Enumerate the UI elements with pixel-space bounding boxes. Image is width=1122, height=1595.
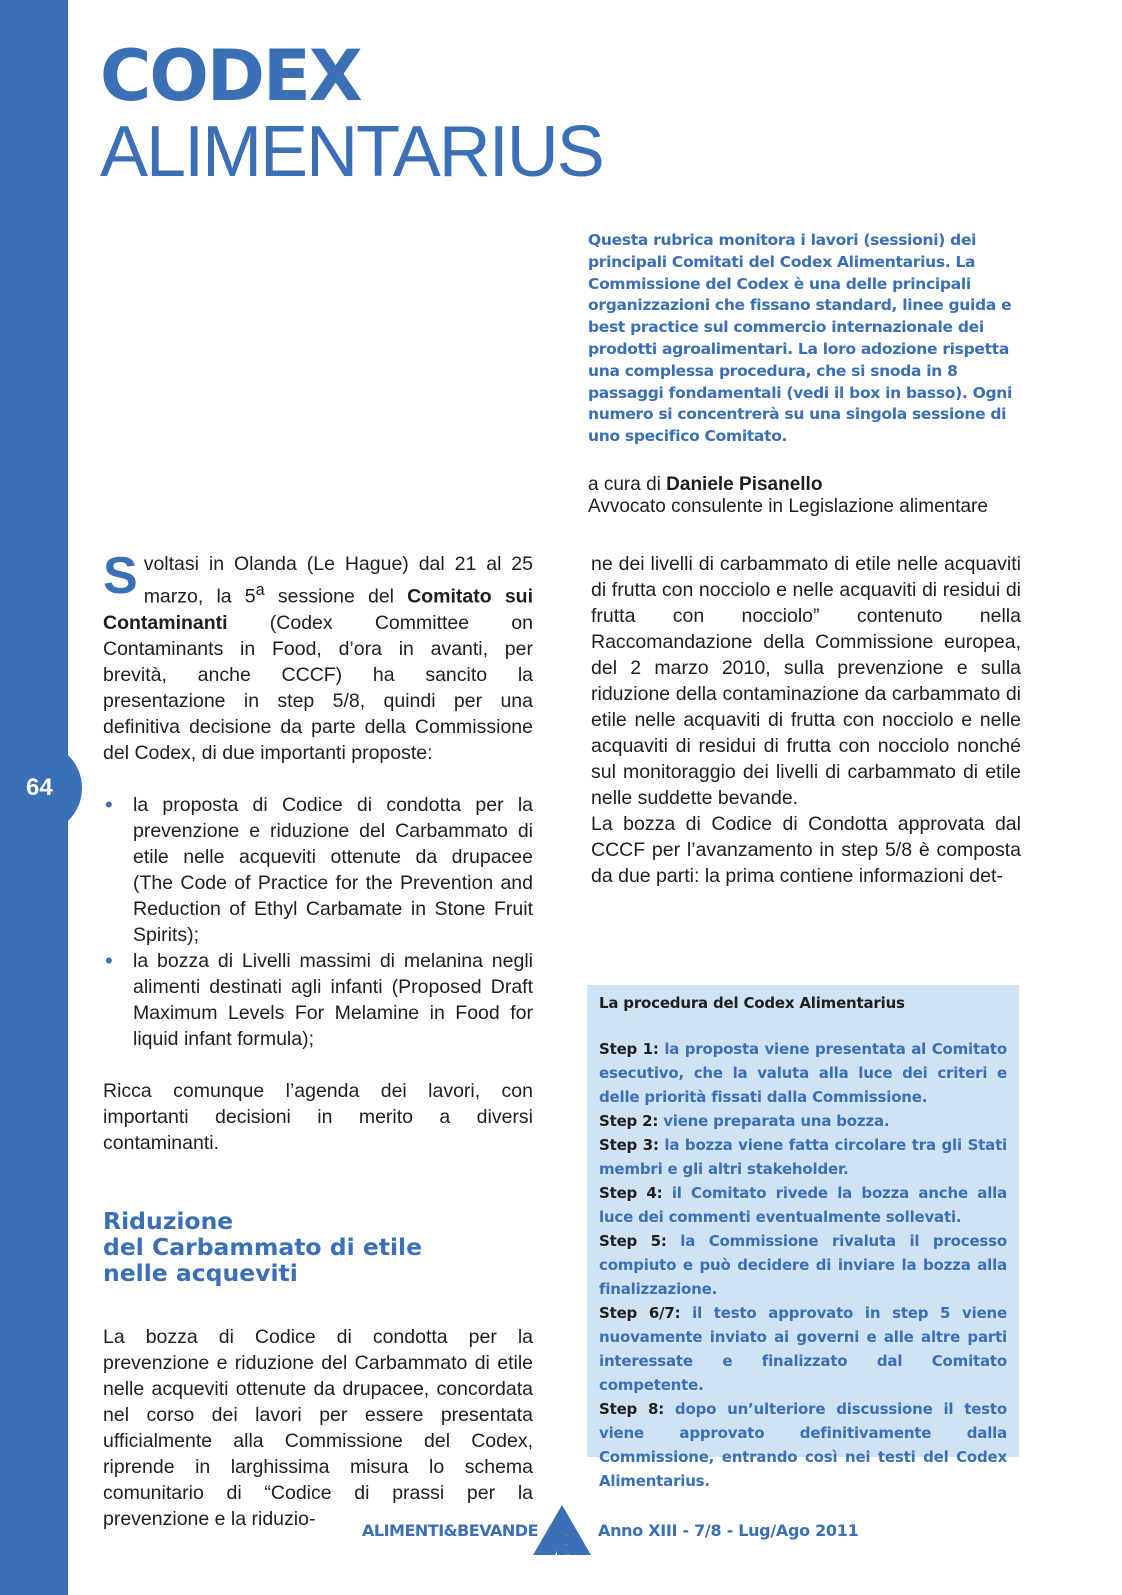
step-label: Step 1:: [599, 1040, 659, 1058]
step-label: Step 2:: [599, 1112, 659, 1130]
step-text: il Comitato rivede la bozza anche alla luce dei commenti eventualmente sollevati.: [599, 1184, 1007, 1226]
drop-cap: S: [103, 547, 138, 605]
title-alimentarius: ALIMENTARIUS: [100, 112, 603, 192]
step-text: la bozza viene fatta circolare tra gli Stati membri e gli altri stakeholder.: [599, 1136, 1007, 1178]
step-label: Step 3:: [599, 1136, 659, 1154]
codex-procedure-box: [587, 985, 1019, 1490]
intro-abstract: Questa rubrica monitora i lavori (sessioni) dei principali Comitati del Codex Alimentarius. La Commissione del Codex è una delle principali organizzazioni che fissano standard, linee guida e best practice sul commercio internazionale dei prodotti agroalimentari. La loro adozione rispetta una complessa procedura, che si snoda in 8 passaggi fondamentali (vedi il box in basso). Ogni numero si concentrerà su una singola sessione di uno specifico Comitato.: [588, 231, 1012, 446]
step-item: [599, 1037, 1007, 1109]
step-text: la Commissione rivaluta il processo compiuto e può decidere di inviare la bozza alla finalizzazione.: [599, 1232, 1007, 1298]
step-item: [599, 1109, 1007, 1133]
proposal-list: [103, 792, 533, 1052]
byline: [588, 474, 1048, 518]
article-paragraph-4: ne dei livelli di carbammato di etile nelle acquaviti di frutta con nocciolo e nelle acquaviti di residui di frutta con nocciolo” contenuto nella Raccomandazione della Commissione europea, del 2 marzo 2010, sulla prevenzione e sulla riduzione della contaminazione da carbammato di etile nelle acquaviti di frutta con nocciolo e nelle acquaviti di residui di frutta con nocciolo nonché sul monitoraggio dei livelli di carbammato di etile nelle suddette bevande.: [591, 553, 1021, 809]
section-title-line: nelle acqueviti: [103, 1258, 298, 1287]
step-text: dopo un’ulteriore discussione il testo viene approvato definitivamente dalla Commissione, entrando così nei testi del Codex Alimentarius.: [599, 1400, 1007, 1490]
article-column-left: [103, 547, 534, 1532]
page-number: 64: [26, 774, 53, 801]
step-text: viene preparata una bozza.: [663, 1112, 890, 1130]
article-paragraph-5: La bozza di Codice di Condotta approvata dal CCCF per l’avanzamento in step 5/8 è composta da due parti: la prima contiene informazioni det-: [591, 813, 1021, 887]
step-text: la proposta viene presentata al Comitato esecutivo, che la valuta alla luce dei criteri e delle priorità fissati dalla Commissione.: [599, 1040, 1007, 1106]
article-paragraph-1: [103, 547, 534, 766]
paragraph-text: sessione del: [264, 585, 408, 608]
paragraph-text: (Codex Committee on Contaminants in Food, d’ora in avanti, per brevità, anche CCCF) ha sancito la presentazione in step 5/8, quindi per una definitiva decisione da parte della Commissione del Codex, di due importanti proposte:: [103, 611, 533, 764]
paragraph-text: voltasi in Olanda (Le Hague) dal 21 al 25 marzo, la 5: [143, 553, 533, 608]
step-item: [599, 1301, 1007, 1397]
step-item: [599, 1181, 1007, 1229]
step-label: Step 4:: [599, 1184, 663, 1202]
issue-info: Anno XIII - 7/8 - Lug/Ago 2011: [598, 1521, 859, 1540]
list-item: • la proposta di Codice di condotta per la prevenzione e riduzione del Carbammato di etile nelle acqueviti ottenute da drupacee (The Code of Practice for the Prevention and Reduction of Ethyl Carbamate in Stone Fruit Spirits);: [103, 792, 533, 948]
title-codex: CODEX: [100, 35, 361, 117]
list-item: • la bozza di Livelli massimi di melanina negli alimenti destinati agli infanti (Proposed Draft Maximum Levels For Melamine in Food for liquid infant formula);: [103, 948, 533, 1052]
step-label: Step 5:: [599, 1232, 667, 1250]
superscript: a: [255, 581, 265, 599]
step-label: Step 8:: [599, 1400, 665, 1418]
section-title-line: Riduzione: [103, 1206, 234, 1235]
step-item: [599, 1397, 1007, 1493]
article-paragraph-2: Ricca comunque l’agenda dei lavori, con importanti decisioni in merito a diversi contaminanti.: [103, 1079, 533, 1154]
section-title-line: del Carbammato di etile: [103, 1232, 423, 1261]
page-number-tab: [0, 742, 82, 834]
step-item: [599, 1133, 1007, 1181]
byline-role: Avvocato consulente in Legislazione alimentare: [588, 496, 988, 517]
page-footer: [0, 1505, 1122, 1555]
step-text: il testo approvato in step 5 viene nuovamente inviato ai governi e alle altre parti interessate e finalizzato dal Comitato competente.: [599, 1304, 1007, 1394]
byline-author: Daniele Pisanello: [666, 474, 823, 495]
article-column-right: [591, 551, 1021, 889]
step-item: [599, 1229, 1007, 1301]
committee-name: Comitato sui Contaminanti: [103, 585, 534, 634]
step-label: Step 6/7:: [599, 1304, 681, 1322]
box-title: La procedura del Codex Alimentarius: [599, 994, 905, 1012]
article-paragraph-3: La bozza di Codice di condotta per la prevenzione e riduzione del Carbammato di etile nelle acqueviti ottenute da drupacee, concordata nel corso dei lavori per essere presentata ufficialmente alla Commissione del Codex, riprende in larghissima misura lo schema comunitario di “Codice di prassi per la prevenzione e la riduzio-: [103, 1325, 533, 1530]
section-title: [103, 1208, 533, 1286]
byline-prefix: a cura di: [588, 474, 661, 495]
magazine-logo-icon: [533, 1505, 591, 1555]
magazine-brand: ALIMENTI&BEVANDE: [362, 1521, 538, 1540]
